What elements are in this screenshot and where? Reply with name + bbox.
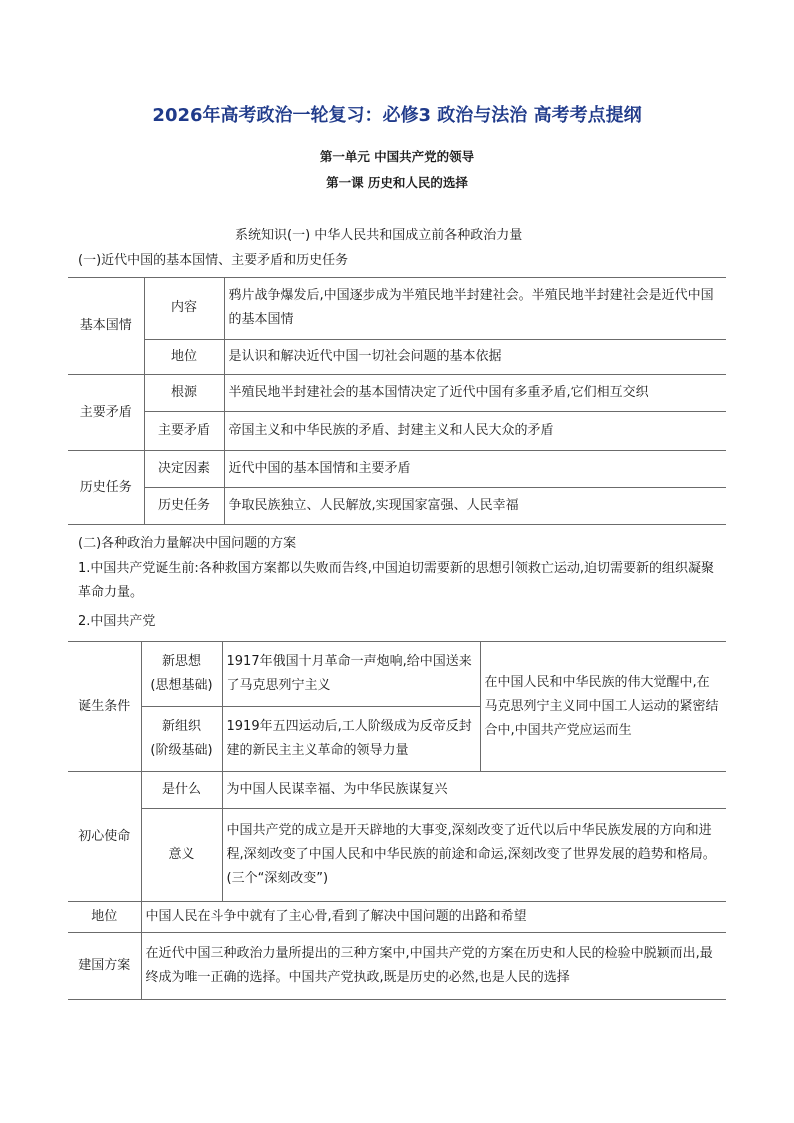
table-row: [68, 488, 726, 525]
item-2: 2.中国共产党: [78, 614, 156, 629]
table-row: [68, 642, 726, 707]
row-value: 鸦片战争爆发后,中国逐步成为半殖民地半封建社会。半殖民地半封建社会是近代中国的基本国情: [224, 278, 726, 340]
row-key: 主要矛盾: [144, 412, 224, 451]
lesson-heading: 第一课 历史和人民的选择: [326, 175, 468, 190]
row-value: 帝国主义和中华民族的矛盾、封建主义和人民大众的矛盾: [224, 412, 726, 451]
row-value: 中国共产党的成立是开天辟地的大事变,深刻改变了近代以后中华民族发展的方向和进程,深刻改变了中国人民和中华民族的前途和命运,深刻改变了世界发展的趋势和格局。(三个“深刻改变”): [222, 809, 726, 902]
group-label: 地位: [68, 902, 141, 933]
group-label: 诞生条件: [68, 642, 141, 772]
section-heading: 系统知识(一) 中华人民共和国成立前各种政治力量: [235, 228, 523, 243]
national-conditions-table: [68, 277, 726, 525]
item-1: 1.中国共产党诞生前:各种救国方案都以失败而告终,中国迫切需要新的思想引领救亡运动,迫切需要新的组织凝聚革命力量。: [78, 561, 715, 600]
table-row: [68, 375, 726, 412]
row-value: 为中国人民谋幸福、为中华民族谋复兴: [222, 772, 726, 809]
row-value: 近代中国的基本国情和主要矛盾: [224, 451, 726, 488]
row-value: 1919年五四运动后,工人阶级成为反帝反封建的新民主主义革命的领导力量: [222, 707, 480, 772]
part2-heading: (二)各种政治力量解决中国问题的方案: [78, 536, 297, 551]
row-value: 是认识和解决近代中国一切社会问题的基本依据: [224, 339, 726, 374]
table-row: [68, 412, 726, 451]
group-label: 主要矛盾: [68, 375, 144, 451]
unit-heading: 第一单元 中国共产党的领导: [319, 149, 475, 164]
table-row: [68, 451, 726, 488]
row-key: 新组织 (阶级基础): [141, 707, 222, 772]
birth-summary: 在中国人民和中华民族的伟大觉醒中,在马克思列宁主义同中国工人运动的紧密结合中,中国共产党应运而生: [480, 642, 726, 772]
row-key: 决定因素: [144, 451, 224, 488]
row-value: 争取民族独立、人民解放,实现国家富强、人民幸福: [224, 488, 726, 525]
row-value: 中国人民在斗争中就有了主心骨,看到了解决中国问题的出路和希望: [141, 902, 726, 933]
row-value: 1917年俄国十月革命一声炮响,给中国送来了马克思列宁主义: [222, 642, 480, 707]
group-label: 基本国情: [68, 278, 144, 375]
row-key: 内容: [144, 278, 224, 340]
table-row: [68, 772, 726, 809]
table-row: [68, 339, 726, 374]
group-label: 初心使命: [68, 772, 141, 902]
document-title: 2026年高考政治一轮复习：必修3 政治与法治 高考考点提纲: [152, 105, 642, 126]
group-label: 建国方案: [68, 933, 141, 1000]
row-key: 根源: [144, 375, 224, 412]
row-value: 半殖民地半封建社会的基本国情决定了近代中国有多重矛盾,它们相互交织: [224, 375, 726, 412]
row-key: 地位: [144, 339, 224, 374]
row-key: 意义: [141, 809, 222, 902]
table-row: [68, 278, 726, 340]
row-value: 在近代中国三种政治力量所提出的三种方案中,中国共产党的方案在历史和人民的检验中脱颖而出,最终成为唯一正确的选择。中国共产党执政,既是历史的必然,也是人民的选择: [141, 933, 726, 1000]
row-key: 新思想 (思想基础): [141, 642, 222, 707]
row-key: 历史任务: [144, 488, 224, 525]
table-row: [68, 902, 726, 933]
part1-heading: (一)近代中国的基本国情、主要矛盾和历史任务: [78, 253, 349, 268]
cpc-table: [68, 641, 726, 1000]
table-row: [68, 809, 726, 902]
table-row: [68, 933, 726, 1000]
group-label: 历史任务: [68, 451, 144, 525]
row-key: 是什么: [141, 772, 222, 809]
